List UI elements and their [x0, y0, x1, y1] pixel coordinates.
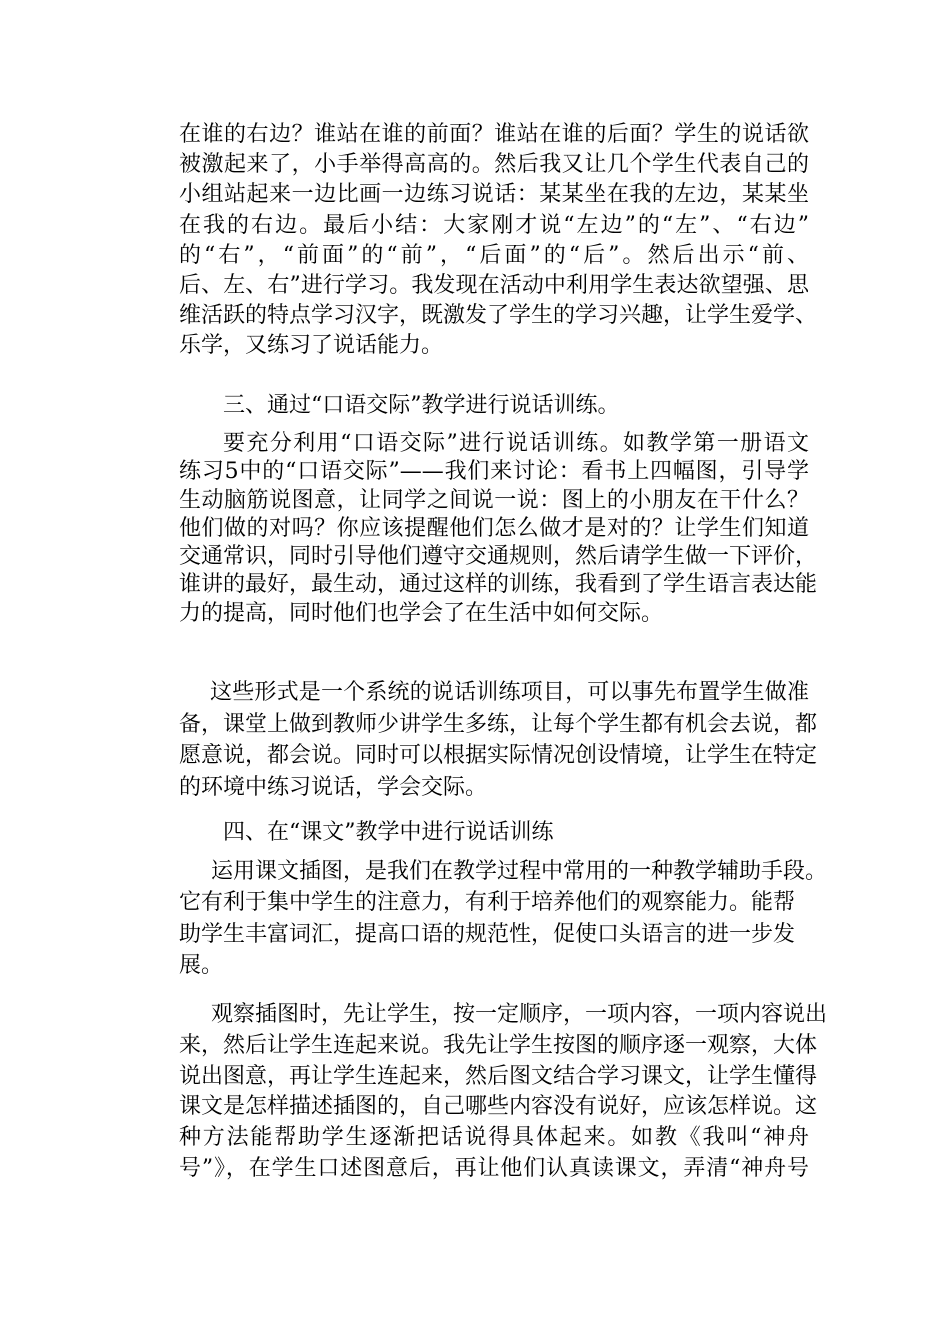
paragraph-line: 运用课文插图，是我们在教学过程中常用的一种教学辅助手段。 — [211, 859, 828, 884]
paragraph-1 — [179, 120, 818, 362]
paragraph-line: 备，课堂上做到教师少讲学生多练，让每个学生都有机会去说，都 — [179, 711, 818, 737]
paragraph-4 — [179, 857, 828, 982]
section-heading-4 — [223, 818, 853, 848]
paragraph-line: 愿意说，都会说。同时可以根据实际情况创设情境，让学生在特定 — [179, 743, 818, 769]
paragraph-line: 生动脑筋说图意，让同学之间说一说：图上的小朋友在干什么？ — [179, 487, 809, 513]
paragraph-line: 观察插图时，先让学生，按一定顺序，一项内容，一项内容说出 — [211, 1002, 828, 1027]
paragraph-line: 乐学，又练习了说话能力。 — [179, 333, 444, 359]
paragraph-5 — [179, 1000, 828, 1185]
paragraph-line: 来，然后让学生连起来说。我先让学生按图的顺序逐一观察，大体 — [179, 1032, 818, 1058]
paragraph-line: 它有利于集中学生的注意力，有利于培养他们的观察能力。能帮 — [179, 890, 796, 916]
paragraph-line: 被激起来了，小手举得高高的。然后我又让几个学生代表自己的 — [179, 152, 809, 178]
paragraph-line: 助学生丰富词汇，提高口语的规范性，促使口头语言的进一步发 — [179, 921, 796, 947]
paragraph-line: 的环境中练习说话，学会交际。 — [179, 775, 488, 801]
paragraph-line: 维活跃的特点学习汉字，既激发了学生的学习兴趣，让学生爱学、 — [179, 303, 818, 329]
paragraph-line: 谁讲的最好，最生动，通过这样的训练，我看到了学生语言表达能 — [179, 572, 818, 598]
paragraph-line: 说出图意，再让学生连起来，然后图文结合学习课文，让学生懂得 — [179, 1063, 818, 1089]
paragraph-3 — [179, 678, 818, 805]
paragraph-line: 课文是怎样描述插图的，自己哪些内容没有说好，应该怎样说。这 — [179, 1094, 818, 1120]
paragraph-line: 在我的右边。最后小结：大家刚才说“左边”的“左”、“右边” — [179, 212, 809, 238]
paragraph-line: 这些形式是一个系统的说话训练项目，可以事先布置学生做准 — [210, 680, 809, 705]
paragraph-line: 要充分利用“口语交际”进行说话训练。如教学第一册语文 — [223, 431, 809, 456]
paragraph-line: 号”》，在学生口述图意后，再让他们认真读课文，弄清“神舟号 — [179, 1155, 809, 1181]
heading-text: 四、在“课文”教学中进行说话训练 — [223, 820, 554, 845]
paragraph-line: 种方法能帮助学生逐渐把话说得具体起来。如教《我叫“神舟 — [179, 1125, 809, 1151]
paragraph-line: 后、左、右”进行学习。我发现在活动中利用学生表达欲望强、思 — [179, 272, 809, 298]
paragraph-line: 展。 — [179, 952, 224, 978]
paragraph-line: 他们做的对吗？你应该提醒他们怎么做才是对的？让学生们知道 — [179, 515, 809, 541]
paragraph-line: 的“右”，“前面”的“前”，“后面”的“后”。然后出示“前、 — [179, 242, 809, 268]
paragraph-line: 在谁的右边？谁站在谁的前面？谁站在谁的后面？学生的说话欲 — [179, 122, 809, 147]
paragraph-2 — [179, 429, 818, 627]
heading-text: 三、通过“口语交际”教学进行说话训练。 — [223, 393, 620, 418]
paragraph-line: 交通常识，同时引导他们遵守交通规则，然后请学生做一下评价， — [179, 544, 818, 570]
paragraph-line: 力的提高，同时他们也学会了在生活中如何交际。 — [179, 600, 664, 626]
section-heading-3 — [223, 391, 853, 421]
paragraph-line: 练习5中的“口语交际”——我们来讨论：看书上四幅图，引导学 — [179, 459, 809, 485]
paragraph-line: 小组站起来一边比画一边练习说话：某某坐在我的左边，某某坐 — [179, 182, 809, 208]
